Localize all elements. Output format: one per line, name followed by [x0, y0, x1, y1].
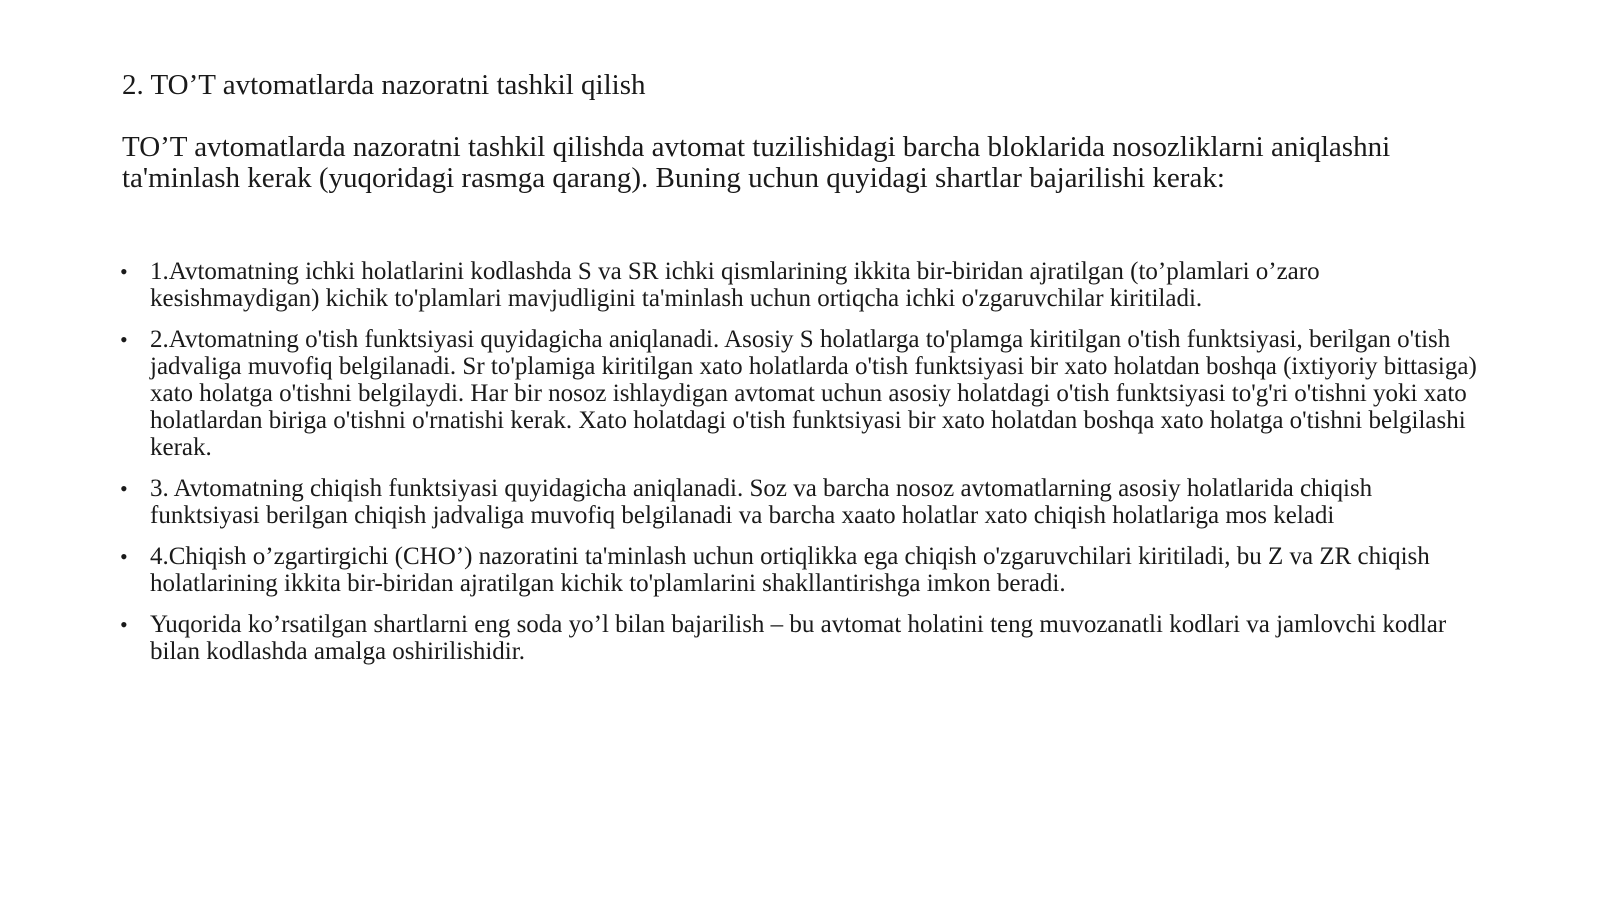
condition-text: Yuqorida ko’rsatilgan shartlarni eng soda yo’l bilan bajarilish – bu avtomat holatini teng muvozanatli kodlari va jamlovchi kodlar bilan kodlashda amalga oshirilishidir. — [150, 611, 1447, 665]
conditions-list — [120, 258, 1480, 679]
bullet-icon: • — [120, 612, 128, 637]
list-item — [120, 326, 1480, 461]
list-item — [120, 475, 1480, 529]
condition-text: 1.Avtomatning ichki holatlarini kodlashda S va SR ichki qismlarining ikkita bir-biridan ajratilgan (to’plamlari o’zaro kesishmaydigan) kichik to'plamlari mavjudligini ta'minlash uchun ortiqcha ichki o'zgaruvchilar kiritiladi. — [150, 258, 1320, 312]
list-item — [120, 611, 1480, 665]
bullet-icon: • — [120, 259, 128, 284]
condition-text: 3. Avtomatning chiqish funktsiyasi quyidagicha aniqlanadi. Soz va barcha nosoz avtomatlarning asosiy holatlarida chiqish funktsiyasi berilgan chiqish jadvaliga muvofiq belgilanadi va barcha xaato holatlar xato chiqish holatlariga mos keladi — [150, 475, 1373, 529]
slide-heading: 2. TO’T avtomatlarda nazoratni tashkil qilish — [122, 69, 646, 101]
bullet-icon: • — [120, 544, 128, 569]
condition-text: 2.Avtomatning o'tish funktsiyasi quyidagicha aniqlanadi. Asosiy S holatlarga to'plamga kiritilgan o'tish funktsiyasi, berilgan o'tish jadvaliga muvofiq belgilanadi. Sr to'plamiga kiritilgan xato holatlarda o'tish funktsiyasi bir xato holatdan boshqa (ixtiyoriy bittasiga) xato holatga o'tishni belgilaydi. Har bir nosoz ishlaydigan avtomat uchun asosiy holatdagi o'tish funktsiyasi to'g'ri o'tishni yoki xato holatlardan biriga o'tishni o'rnatishi kerak. Xato holatdagi o'tish funktsiyasi bir xato holatdan boshqa xato holatga o'tishni belgilashi kerak. — [150, 326, 1477, 461]
intro-paragraph: TO’T avtomatlarda nazoratni tashkil qilishda avtomat tuzilishidagi barcha bloklarida nosozliklarni aniqlashni ta'minlash kerak (yuqoridagi rasmga qarang). Buning uchun quyidagi shartlar bajarilishi kerak: — [122, 131, 1391, 194]
bullet-icon: • — [120, 327, 128, 352]
list-item — [120, 543, 1480, 597]
bullet-icon: • — [120, 476, 128, 501]
list-item — [120, 258, 1480, 312]
condition-text: 4.Chiqish o’zgartirgichi (CHO’) nazoratini ta'minlash uchun ortiqlikka ega chiqish o'zgaruvchilari kiritiladi, bu Z va ZR chiqish holatlarining ikkita bir-biridan ajratilgan kichik to'plamlarini shakllantirishga imkon beradi. — [150, 543, 1430, 597]
